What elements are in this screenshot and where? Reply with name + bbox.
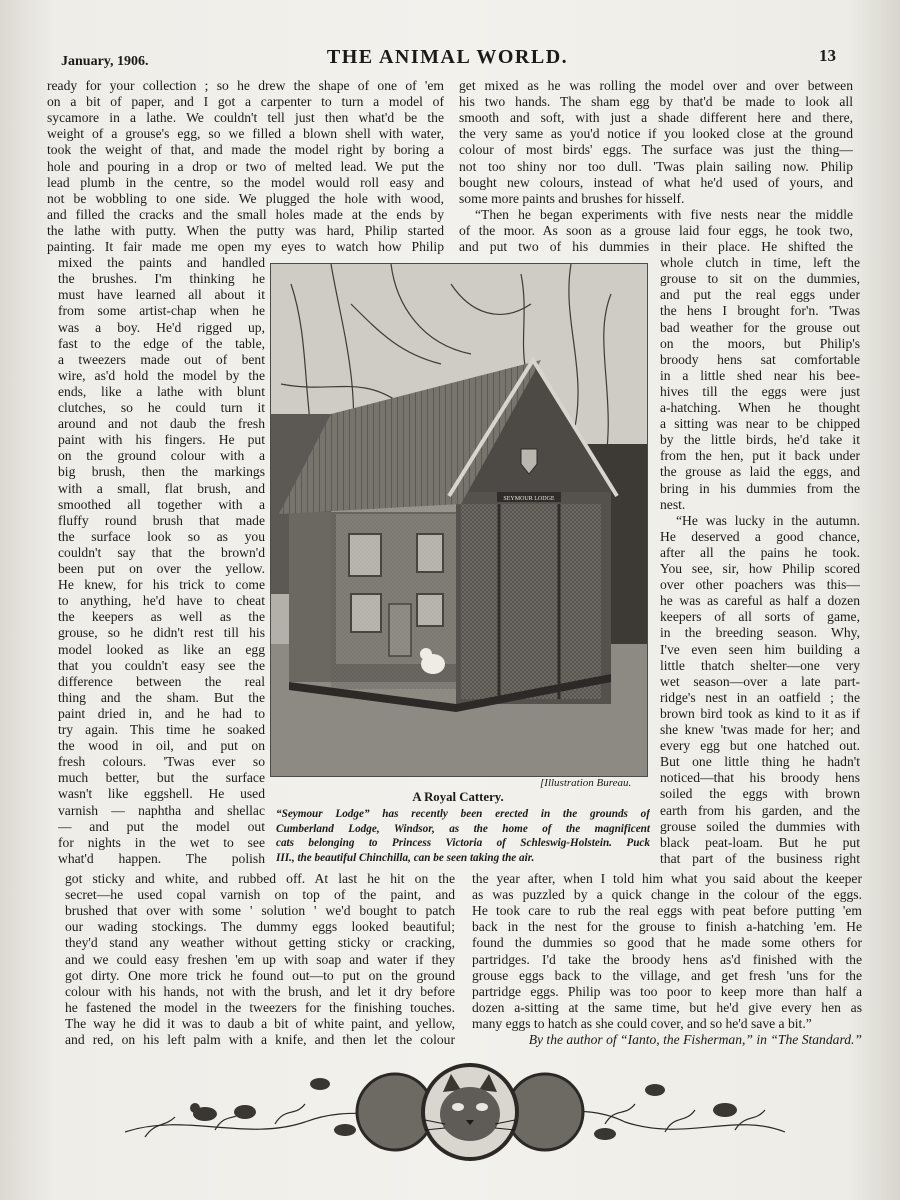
text-line: as was puzzled by a quick change in the colour of the eggs. [472, 887, 862, 903]
text-line: much better, but the surface [58, 770, 265, 786]
text-line: lead plumb in the centre, so the model would roll easy and [47, 174, 444, 190]
text-line: what'd happen. The polish [58, 850, 265, 866]
text-line: grouse soiled the dummies with [660, 818, 860, 834]
text-line: some more paints and brushes for hisself. [459, 190, 685, 206]
text-line: ends, like a lathe with blunt [58, 383, 265, 399]
text-line: his two hands. The sham egg by that'd be made to look all [459, 94, 853, 110]
text-line: smooth and soft, with just a shade different here and there, [459, 110, 853, 126]
text-line: found the dummies so good that he made some others for [472, 935, 862, 951]
text-line: the wood in oil, and put on [58, 738, 265, 754]
caption-line: “Seymour Lodge” has recently been erected in the grounds of [276, 808, 650, 820]
magazine-title: THE ANIMAL WORLD. [326, 46, 569, 68]
text-line: of the moor. As soon as a grouse laid four eggs, he took two, [459, 222, 853, 238]
front-wire-screen [461, 504, 601, 699]
text-line: over other poachers was this— [660, 577, 860, 593]
text-line: earth from his garden, and the [660, 802, 860, 818]
text-line: mixed the paints and handled [58, 255, 265, 271]
text-line: from some artist-chap when he [58, 303, 265, 319]
text-line: thing and the sham. But the [58, 689, 265, 705]
text-line: she knew 'twas made for her; and [660, 722, 860, 737]
text-line: by the little birds, he'd take it [660, 432, 860, 448]
text-line: not too shiny nor too dull. 'Twas plain sailing now. Philip [459, 158, 853, 174]
text-line: the grouse as laid the eggs, and [660, 464, 860, 480]
text-line: a-hatching. When he thought [660, 400, 860, 415]
text-line: on a bit of paper, and I got a carpenter to turn a model of [47, 94, 444, 110]
text-line: bad weather for the grouse out [660, 319, 860, 335]
text-line: wire, as'd hold the model by the [58, 367, 265, 383]
text-line: sycamore in a lathe. We couldn't tell just then what'd be the [47, 110, 444, 126]
text-line: not be wobbling to one side. We plugged the hole with wood, [47, 190, 444, 206]
text-line: got dirty. One more trick he found out—to put on the ground [65, 967, 455, 983]
text-line: in the breeding season. Why, [660, 625, 860, 641]
text-line: difference between the real [58, 673, 265, 689]
text-line: the surface look so as you [58, 528, 265, 544]
text-line: wasn't like eggshell. He used [58, 786, 265, 802]
text-line: partridge eggs. Philip was too poor to keep more than half a [472, 983, 862, 999]
caption-line: cats belonging to Princess Victoria of Schleswig-Holstein. Puck [276, 837, 650, 849]
text-line: ready for your collection ; so he drew the shape of one of 'em [47, 78, 444, 93]
text-line: many eggs to hatch as she could cover, and so he'd save a bit.” [472, 1015, 812, 1031]
text-line: — and put the model out [58, 818, 265, 834]
text-line: varnish — naphtha and shellac [58, 802, 265, 818]
text-line: they'd stand any weather without getting sticky or cracking, [65, 935, 455, 951]
text-line: fluffy round brush that made [58, 512, 265, 528]
text-line: wet season—over a late part- [660, 673, 860, 689]
text-line: paint dried in, and he had to [58, 705, 265, 721]
text-line: on the ground colour with a [58, 448, 265, 464]
text-line: the brushes. I'm thinking he [58, 271, 265, 287]
caption-title: A Royal Cattery. [412, 790, 504, 804]
text-line: and put the real eggs under [660, 287, 860, 303]
text-line: and we could easy freshen 'em up with soap and water if they [65, 951, 455, 967]
text-line: he fastened the model in the tweezers for the finishing touches. [65, 999, 455, 1015]
text-line: our wading stockings. The dummy eggs looked beautiful; [65, 919, 455, 935]
text-line: colour of most birds' eggs. The surface was just the thing— [459, 142, 853, 158]
text-line: a tweezers made out of bent [58, 351, 265, 367]
text-line: took the weight of that, and made the model right by boring a [47, 142, 444, 158]
text-line: ridge's nest in an oatfield ; the [660, 689, 860, 705]
text-line: must have learned all about it [58, 287, 265, 303]
cattery-photograph [270, 263, 648, 777]
text-line: to anything, he'd have to cheat [58, 593, 265, 609]
text-line: bought new colours, instead of what he'd used of yours, and [459, 174, 853, 190]
text-line: noticed—that his broody hens [660, 770, 860, 786]
issue-date: January, 1906. [61, 54, 149, 69]
text-line: the keepers as well as the [58, 609, 265, 625]
text-line: get mixed as he was rolling the model over and over between [459, 78, 853, 93]
text-line: black peat-loam. But he put [660, 834, 860, 850]
text-line: grouse, so he didn't rest till his [58, 625, 265, 641]
text-line: for nights in the wet to see [58, 834, 265, 850]
text-line: try again. This time he soaked [58, 722, 265, 737]
text-line: soiled the eggs with brown [660, 786, 860, 802]
text-line: fresh colours. 'Twas ever so [58, 754, 265, 770]
text-line: little thatch shelter—one very [660, 657, 860, 673]
text-line: hole and pouring in a drop or two of melted lead. We put the [47, 158, 444, 174]
text-line: The way he did it was to daub a bit of white paint, and yellow, [65, 1015, 455, 1031]
text-line: that part of the business right [660, 850, 860, 866]
text-line: “Then he began experiments with five nests near the middle [475, 206, 853, 222]
text-line: paint with his fingers. He put [58, 432, 265, 448]
text-line: grouse eggs back to the village, and get fresh 'uns for the [472, 967, 862, 983]
text-line: You see, sir, how Philip scored [660, 561, 860, 576]
text-line: dozen a-sitting at the same time, but he'd give every hen as [472, 999, 862, 1015]
text-line: secret—he used copal varnish on top of the paint, and [65, 887, 455, 903]
text-line: the hens I brought for'n. 'Twas [660, 303, 860, 319]
text-line: every egg but one hatched out. [660, 738, 860, 754]
footer-ornament [125, 1062, 785, 1162]
text-line: the very same as you'd notice if you looked close at the ground [459, 126, 853, 142]
text-line: But one little thing he hadn't [660, 754, 860, 770]
text-line: clutches, so he could turn it [58, 400, 265, 415]
text-line: the lathe with putty. When the putty was hard, Philip started [47, 222, 444, 238]
text-line: broody hens sat comfortable [660, 351, 860, 367]
text-line: partridges. I'd take the broody hens as'd finished with the [472, 951, 862, 967]
text-line: back in the nest for the grouse to finish a-hatching 'em. He [472, 919, 862, 935]
text-line: whole clutch in time, left the [660, 255, 860, 271]
name-board-label: SEYMOUR LODGE [503, 496, 555, 502]
text-line: bring in his dummies from the [660, 480, 860, 496]
text-line: was a boy. He'd rigged up, [58, 319, 265, 335]
caption-line: III., the beautiful Chinchilla, can be seen taking the air. [276, 851, 535, 864]
text-line: hives till the eggs were just [660, 383, 860, 399]
author-signature: By the author of “Ianto, the Fisherman,” in “The Standard.” [528, 1032, 862, 1047]
text-line: around and not daub the fresh [58, 416, 265, 432]
text-line: nest. [660, 496, 686, 512]
text-line: I've even seen him building a [660, 641, 860, 657]
text-line: he was as careful as half a dozen [660, 593, 860, 609]
text-line: colour with his hands, not with the brush, and let it dry before [65, 983, 455, 999]
text-line: “He was lucky in the autumn. [676, 512, 860, 528]
text-line: on the moors, but Philip's [660, 335, 860, 351]
text-line: grouse to sit on the dummies, [660, 271, 860, 287]
text-line: in a little shed near his bee- [660, 367, 860, 383]
photo-credit: [Illustration Bureau. [540, 777, 632, 789]
text-line: keepers of all sorts of game, [660, 609, 860, 625]
text-line: been put on over the yellow. [58, 561, 265, 576]
text-line: fast to the edge of the table, [58, 335, 265, 351]
text-line: brown bird took as kind to it as if [660, 705, 860, 721]
text-line: and red, on his left palm with a knife, and then let the colour [65, 1032, 455, 1047]
text-line: got sticky and white, and rubbed off. At last he hit on the [65, 871, 455, 886]
text-line: that you couldn't easy see the [58, 657, 265, 673]
page-number: 13 [819, 46, 836, 65]
text-line: couldn't say that the brown'd [58, 544, 265, 560]
text-line: the year after, when I told him what you said about the keeper [472, 871, 862, 886]
page-header [55, 44, 840, 70]
text-line: He deserved a good chance, [660, 528, 860, 544]
text-line: He knew, for his trick to come [58, 577, 265, 593]
text-line: painting. It fair made me open my eyes to watch how Philip [47, 239, 444, 254]
text-line: with a small, flat brush, and [58, 480, 265, 496]
text-line: smoothed all together with a [58, 496, 265, 512]
text-line: and put two of his dummies in their place. He shifted the [459, 239, 853, 254]
text-line: after all the pains he took. [660, 544, 860, 560]
text-line: brushed that over with some ' solution ' we'd bought to patch [65, 903, 455, 919]
caption-line: Cumberland Lodge, Windsor, as the home of the magnificent [276, 822, 650, 835]
text-line: a sitting was near to be chipped [660, 416, 860, 432]
text-line: weight of a grouse's egg, so we filled a blown shell with water, [47, 126, 444, 142]
text-line: He took care to rub the real eggs with peat before putting 'em [472, 903, 862, 919]
text-line: and filled the cracks and the small holes made at the ends by [47, 206, 444, 222]
text-line: from the hen, put it back under [660, 448, 860, 464]
text-line: big brush, then the markings [58, 464, 265, 480]
text-line: model looked as like an egg [58, 641, 265, 657]
